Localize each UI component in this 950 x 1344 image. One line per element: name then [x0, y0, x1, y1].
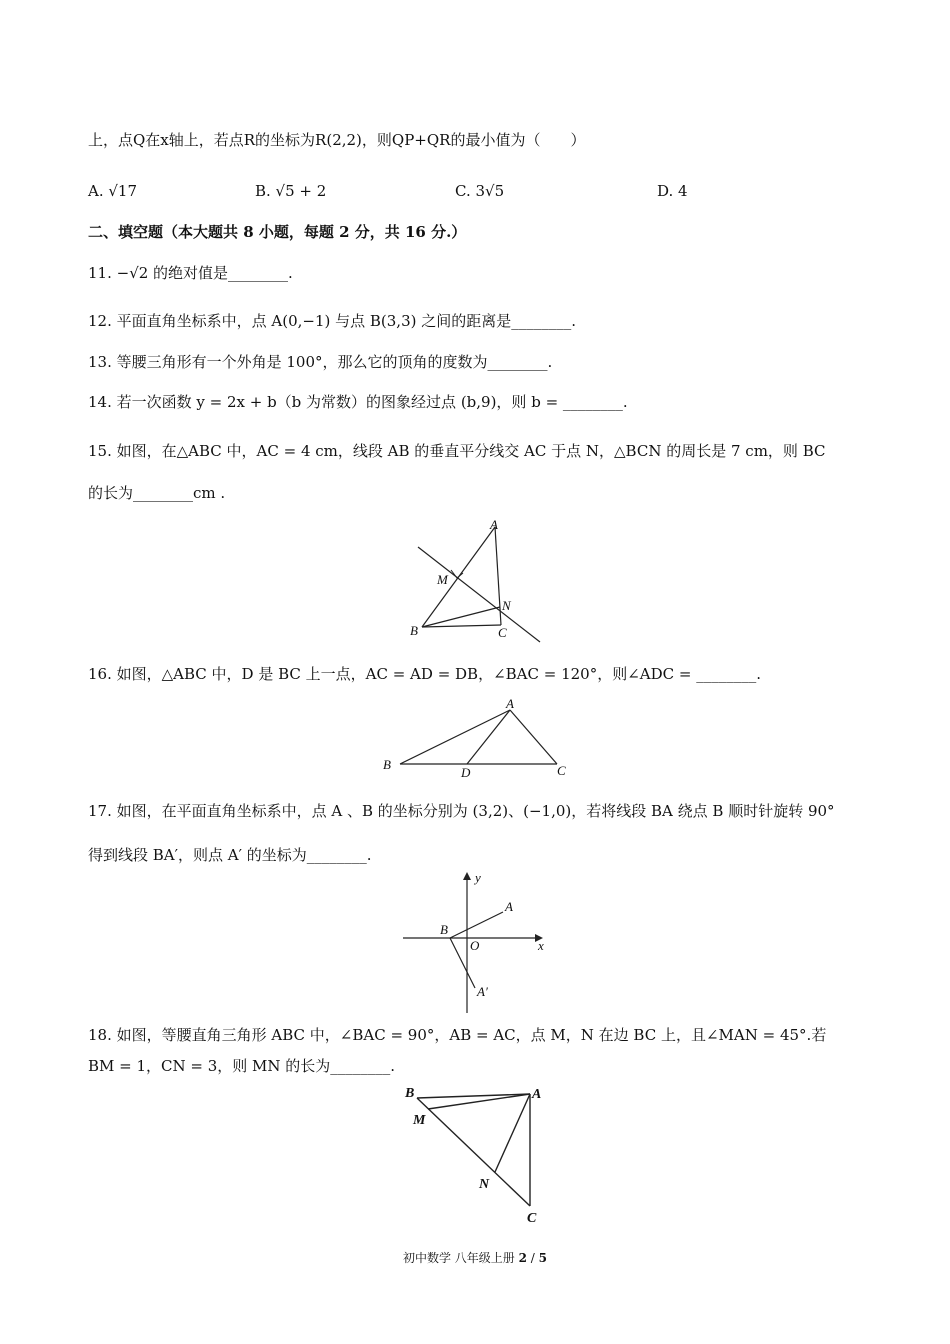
q12: 12. 平面直角坐标系中，点 A(0,−1) 与点 B(3,3) 之间的距离是________. — [88, 312, 577, 330]
y-axis-arrow — [463, 872, 471, 880]
segment-an — [495, 1094, 530, 1172]
label-a: A — [506, 696, 514, 711]
label-m: M — [413, 1113, 426, 1128]
q10-option-c: C. 3√5 — [455, 182, 505, 200]
footer-total-pages: 5 — [538, 1251, 548, 1265]
section2-title: 二、填空题（本大题共 8 小题，每题 2 分，共 16 分.） — [88, 223, 467, 241]
label-a: A — [505, 899, 513, 914]
label-a-prime: A′ — [477, 984, 488, 999]
figure-q17 — [395, 868, 565, 1016]
footer-separator: / — [530, 1251, 535, 1265]
segment-bc — [417, 1098, 530, 1206]
q10-option-b: B. √5 + 2 — [255, 182, 327, 200]
figure-q16 — [375, 694, 575, 784]
segment-bc — [422, 625, 501, 627]
footer-text: 初中数学 八年级上册 — [402, 1251, 515, 1265]
label-x: x — [538, 938, 544, 953]
q16: 16. 如图，△ABC 中，D 是 BC 上一点，AC = AD = DB，∠BAC = 120°，则∠ADC = ________. — [88, 665, 761, 683]
label-c: C — [527, 1211, 537, 1226]
label-a: A — [532, 1087, 542, 1102]
segment-ab — [400, 710, 510, 764]
q10-option-d: D. 4 — [657, 182, 688, 200]
segment-ba — [450, 912, 503, 938]
q18-line1: 18. 如图，等腰直角三角形 ABC 中，∠BAC = 90°，AB = AC，点 M，N 在边 BC 上，且∠MAN = 45°.若 — [88, 1026, 827, 1044]
label-m: M — [437, 572, 448, 587]
label-b: B — [410, 623, 418, 638]
perpendicular-bisector-line — [418, 547, 540, 642]
q15-line2: 的长为________cm . — [88, 484, 226, 502]
page-footer — [0, 1250, 950, 1266]
q17-line2: 得到线段 BA′，则点 A′ 的坐标为________. — [88, 846, 372, 864]
segment-ac — [495, 527, 501, 625]
q14: 14. 若一次函数 y = 2x + b（b 为常数）的图象经过点 (b,9)，则 b = ________. — [88, 393, 628, 411]
label-n: N — [502, 598, 511, 613]
q11: 11. −√2 的绝对值是________. — [88, 264, 293, 282]
label-b: B — [383, 757, 391, 772]
q10-option-a: A. √17 — [88, 182, 138, 200]
label-d: D — [461, 765, 471, 780]
q13: 13. 等腰三角形有一个外角是 100°，那么它的顶角的度数为________. — [88, 353, 553, 371]
label-b: B — [440, 922, 448, 937]
q15-line1: 15. 如图，在△ABC 中，AC = 4 cm，线段 AB 的垂直平分线交 AC 于点 N，△BCN 的周长是 7 cm，则 BC — [88, 442, 826, 460]
label-b: B — [405, 1086, 415, 1101]
q18-line2: BM = 1，CN = 3，则 MN 的长为________. — [88, 1057, 396, 1075]
label-o: O — [470, 938, 480, 953]
figure-q18 — [395, 1078, 565, 1228]
segment-ac — [510, 710, 557, 764]
figure-q15 — [400, 512, 550, 647]
q10-tail: 上，点Q在x轴上，若点R的坐标为R(2,2)，则QP+QR的最小值为（ ） — [88, 131, 586, 149]
label-a: A — [490, 517, 498, 532]
label-c: C — [498, 625, 507, 640]
footer-page-number: 2 — [518, 1251, 527, 1265]
q17-line1: 17. 如图，在平面直角坐标系中，点 A 、B 的坐标分别为 (3,2)、(−1,0)，若将线段 BA 绕点 B 顺时针旋转 90° — [88, 802, 835, 820]
label-c: C — [557, 763, 566, 778]
label-n: N — [479, 1177, 490, 1192]
label-y: y — [475, 870, 481, 885]
segment-ad — [467, 710, 510, 764]
